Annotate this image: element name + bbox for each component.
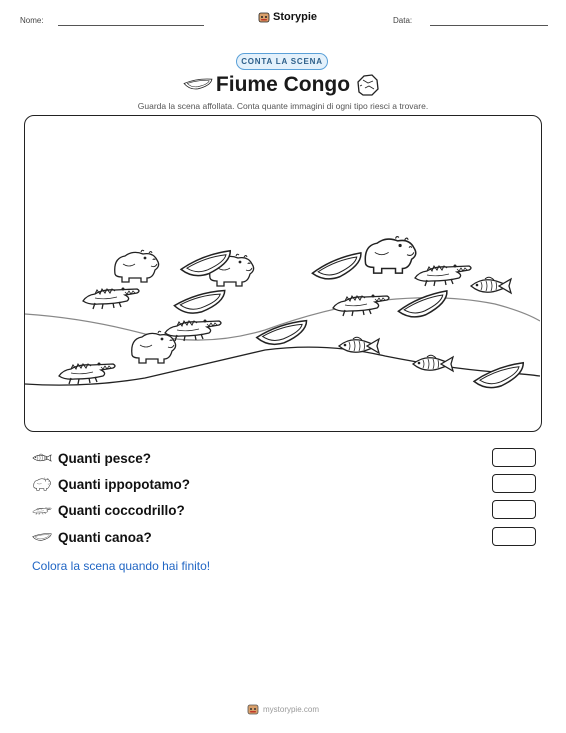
fish-1 bbox=[471, 277, 511, 293]
question-text: Quanti pesce? bbox=[58, 450, 152, 466]
fish-2 bbox=[339, 337, 379, 353]
scene-frame bbox=[24, 115, 542, 432]
hippo-3 bbox=[132, 331, 176, 363]
croc-3 bbox=[59, 363, 115, 385]
footer bbox=[0, 703, 566, 715]
name-label: Nome: bbox=[20, 16, 44, 25]
question-text: Quanti ippopotamo? bbox=[58, 476, 190, 492]
category-badge: CONTA LA SCENA bbox=[236, 53, 328, 70]
date-label: Data: bbox=[393, 16, 413, 25]
croc-2 bbox=[165, 320, 221, 342]
canoe-5 bbox=[396, 291, 451, 322]
brand-logo bbox=[258, 11, 317, 23]
instructions: Guarda la scena affollata. Conta quante immagini di ogni tipo riesci a trovare. bbox=[137, 101, 429, 111]
croc-4 bbox=[333, 295, 389, 317]
footer-url[interactable]: mystorypie.com bbox=[262, 704, 319, 714]
canoe-2 bbox=[173, 290, 227, 316]
hippo-4 bbox=[365, 237, 415, 274]
hippo-icon bbox=[32, 477, 52, 491]
question-row-fish bbox=[32, 447, 536, 469]
answer-box-canoe[interactable] bbox=[492, 527, 536, 546]
croc-5 bbox=[415, 265, 471, 287]
name-line[interactable] bbox=[58, 25, 204, 26]
answer-box-hippo[interactable] bbox=[492, 474, 536, 493]
brand-name: Storypie bbox=[273, 11, 318, 23]
fish-icon bbox=[32, 451, 52, 465]
rock-icon bbox=[356, 74, 380, 98]
brand-mascot-icon bbox=[258, 11, 270, 23]
crocodile-icon bbox=[32, 503, 52, 517]
hippo-1 bbox=[115, 250, 159, 282]
question-text: Quanti coccodrillo? bbox=[58, 502, 185, 518]
answer-box-fish[interactable] bbox=[492, 448, 536, 467]
question-row-hippo bbox=[32, 473, 536, 495]
croc-1 bbox=[83, 288, 139, 310]
canoe-6 bbox=[472, 362, 527, 391]
page-title: Fiume Congo bbox=[215, 73, 351, 96]
canoe-4 bbox=[310, 253, 365, 284]
footer-mascot-icon bbox=[247, 703, 259, 715]
fish-3 bbox=[413, 355, 453, 371]
question-row-crocodile bbox=[32, 499, 536, 521]
question-row-canoe bbox=[32, 526, 536, 548]
canoe-icon bbox=[32, 530, 52, 544]
answer-box-crocodile[interactable] bbox=[492, 500, 536, 519]
date-line[interactable] bbox=[430, 25, 548, 26]
river-scene bbox=[25, 116, 540, 430]
question-text: Quanti canoa? bbox=[58, 529, 152, 545]
coloring-note: Colora la scena quando hai finito! bbox=[32, 559, 211, 573]
